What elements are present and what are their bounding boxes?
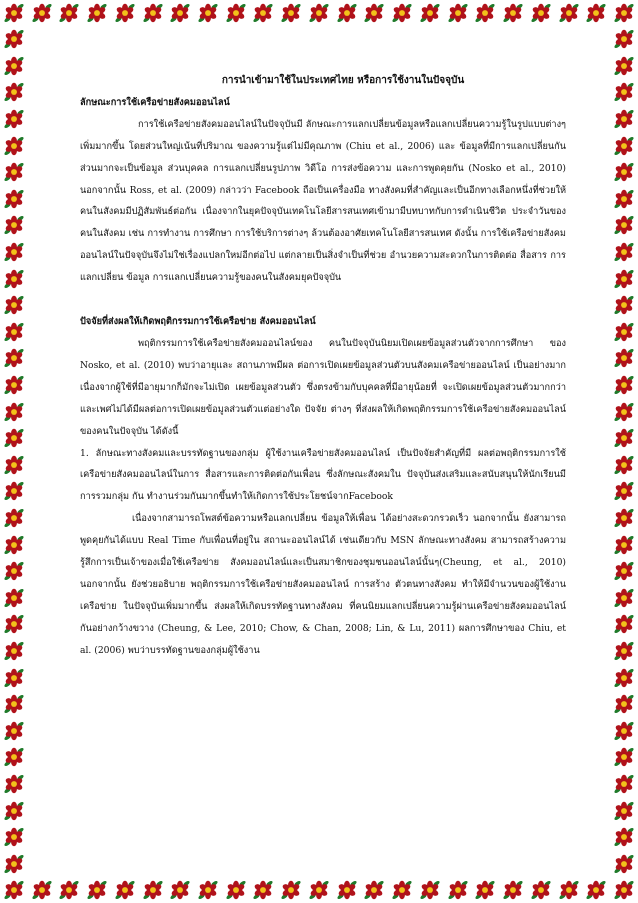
- red-flower-icon: [610, 319, 638, 346]
- red-flower-icon: [388, 0, 416, 26]
- red-flower-icon: [333, 0, 361, 26]
- red-flower-icon: [610, 0, 638, 26]
- red-flower-icon: [610, 186, 638, 213]
- red-flower-icon: [0, 664, 28, 691]
- red-flower-icon: [0, 292, 28, 319]
- red-flower-icon: [194, 0, 222, 26]
- red-flower-icon: [111, 0, 139, 26]
- red-flower-icon: [0, 744, 28, 771]
- red-flower-icon: [0, 584, 28, 611]
- red-flower-icon: [610, 53, 638, 80]
- red-flower-icon: [610, 877, 638, 903]
- red-flower-icon: [0, 771, 28, 798]
- section-heading-usage: ลักษณะการใช้เครือข่ายสังคมออนไลน์: [80, 96, 230, 108]
- red-flower-icon: [610, 345, 638, 372]
- red-flower-icon: [361, 0, 389, 26]
- red-flower-icon: [610, 611, 638, 638]
- red-flower-icon: [610, 26, 638, 53]
- red-flower-icon: [388, 877, 416, 903]
- red-flower-icon: [499, 0, 527, 26]
- red-flower-icon: [499, 877, 527, 903]
- red-flower-icon: [277, 877, 305, 903]
- red-flower-icon: [333, 877, 361, 903]
- red-flower-icon: [55, 0, 83, 26]
- flower-border-right: [610, 26, 638, 877]
- flower-border-bottom: [0, 877, 638, 903]
- red-flower-icon: [0, 638, 28, 665]
- red-flower-icon: [610, 584, 638, 611]
- red-flower-icon: [610, 425, 638, 452]
- red-flower-icon: [139, 0, 167, 26]
- section-heading-factors: ปัจจัยที่ส่งผลให้เกิดพฤติกรรมการใช้เครือข่าย สังคมออนไลน์: [80, 316, 316, 328]
- red-flower-icon: [0, 691, 28, 718]
- red-flower-icon: [305, 0, 333, 26]
- red-flower-icon: [0, 558, 28, 585]
- red-flower-icon: [0, 824, 28, 851]
- red-flower-icon: [610, 558, 638, 585]
- red-flower-icon: [0, 319, 28, 346]
- red-flower-icon: [610, 691, 638, 718]
- red-flower-icon: [83, 0, 111, 26]
- red-flower-icon: [0, 398, 28, 425]
- red-flower-icon: [0, 212, 28, 239]
- red-flower-icon: [610, 664, 638, 691]
- red-flower-icon: [610, 132, 638, 159]
- red-flower-icon: [0, 345, 28, 372]
- red-flower-icon: [471, 0, 499, 26]
- red-flower-icon: [0, 877, 28, 903]
- flower-border-top: [0, 0, 638, 26]
- red-flower-icon: [582, 877, 610, 903]
- red-flower-icon: [0, 531, 28, 558]
- paragraph-factor-1-continued: เนื่องจากสามารถโพสต์ข้อความหรือแลกเปลี่ยน ข้อมูลให้เพื่อน ได้อย่างสะดวกรวดเร็ว นอกจากนั้น ยังสามารถพูดคุยกันได้แบบ Real Time กับเพื่อนที่อยู่ใน สถานะออนไลน์ได้ เช่นเดียวกับ MSN ลักษณะทางสังคม สามารถสร้างความรู้สึกการเป็นเจ้าของเมื่อใช้เครือข่าย สังคมออนไลน์และเป็นสมาชิกของชุมชนออนไลน์นั้นๆ(Cheung, et al., 2010) นอกจากนั้น ยังช่วยอธิบาย พฤติกรรมการใช้เครือข่ายสังคมออนไลน์ การสร้าง ตัวตนทางสังคม ทำให้มีจำนวนของผู้ใช้งานเครือข่าย ในปัจจุบันเพิ่มมากขึ้น ส่งผลให้เกิดบรรทัดฐานทางสังคม ที่คนนิยมแลกเปลี่ยนความรู้ผ่านเครือข่ายสังคมออนไลน์ กันอย่างกว้างขวาง (Cheung, & Lee, 2010; Chow, & Chan, 2008; Lin, & Lu, 2011) ผลการศึกษาของ Chiu, et al. (2006) พบว่าบรรทัดฐานของกลุ่มผู้ใช้งาน: [80, 513, 566, 656]
- red-flower-icon: [610, 265, 638, 292]
- red-flower-icon: [166, 0, 194, 26]
- red-flower-icon: [305, 877, 333, 903]
- red-flower-icon: [416, 0, 444, 26]
- red-flower-icon: [416, 877, 444, 903]
- red-flower-icon: [0, 265, 28, 292]
- red-flower-icon: [610, 372, 638, 399]
- red-flower-icon: [0, 611, 28, 638]
- red-flower-icon: [610, 398, 638, 425]
- red-flower-icon: [610, 638, 638, 665]
- red-flower-icon: [0, 159, 28, 186]
- red-flower-icon: [361, 877, 389, 903]
- red-flower-icon: [610, 79, 638, 106]
- red-flower-icon: [610, 159, 638, 186]
- red-flower-icon: [222, 0, 250, 26]
- red-flower-icon: [0, 26, 28, 53]
- red-flower-icon: [610, 452, 638, 479]
- red-flower-icon: [0, 372, 28, 399]
- paragraph-gap: [80, 289, 566, 311]
- red-flower-icon: [527, 877, 555, 903]
- paragraph-factors-intro: พฤติกรรมการใช้เครือข่ายสังคมออนไลน์ของ คนในปัจจุบันนิยมเปิดเผยข้อมูลส่วนตัวจากการศึกษา ของ Nosko, et al. (2010) พบว่าอายุและ สถานภาพมีผล ต่อการเปิดเผยข้อมูลส่วนตัวบนสังคมเครือข่ายออนไลน์ เป็นอย่างมาก เนื่องจากผู้ใช้ที่มีอายุมากก็มักจะไม่เปิด เผยข้อมูลส่วนตัว ซึ่งตรงข้ามกับบุคคลที่มีอายุน้อยที่ จะเปิดเผยข้อมูลส่วนตัวมากกว่า และเพศไม่ได้มีผลต่อการเปิดเผยข้อมูลส่วนตัวแต่อย่างใด ปัจจัย ต่างๆ ที่ส่งผลให้เกิดพฤติกรรมการใช้เครือข่ายสังคมออนไลน์ของคนในปัจจุบัน ได้ดังนี้: [80, 337, 566, 437]
- red-flower-icon: [610, 505, 638, 532]
- red-flower-icon: [0, 0, 28, 26]
- red-flower-icon: [610, 212, 638, 239]
- red-flower-icon: [83, 877, 111, 903]
- red-flower-icon: [610, 531, 638, 558]
- red-flower-icon: [610, 771, 638, 798]
- red-flower-icon: [527, 0, 555, 26]
- red-flower-icon: [0, 186, 28, 213]
- document-title: การนำเข้ามาใช้ในประเทศไทย หรือการใช้งานในปัจจุบัน: [221, 75, 465, 86]
- paragraph-usage: การใช้เครือข่ายสังคมออนไลน์ในปัจจุบันมี ลักษณะการแลกเปลี่ยนข้อมูลหรือแลกเปลี่ยนความรู้ในรูปแบบต่างๆ เพิ่มมากขึ้น โดยส่วนใหญ่เน้นที่ปริมาณ ของความรู้แต่ไม่มีคุณภาพ (Chiu et al., 2006) และ ข้อมูลที่มีการแลกเปลี่ยนกันส่วนมากจะเป็นข้อมูล ส่วนบุคคล การแลกเปลี่ยนรูปภาพ วิดีโอ การส่งข้อความ และการพูดคุยกัน (Nosko et al., 2010) นอกจากนั้น Ross, et al. (2009) กล่าวว่า Facebook ถือเป็นเครื่องมือ ทางสังคมที่สำคัญและเป็นอีกทางเลือกหนึ่งที่ช่วยให้คนในสังคมมีปฏิสัมพันธ์ต่อกัน เนื่องจากในยุคปัจจุบันเทคโนโลยีสารสนเทศเข้ามามีบทบาทกับการดำเนินชีวิต ประจำวันของคนในสังคม เช่น การทำงาน การศึกษา การใช้บริการต่างๆ ล้วนต้องอาศัยเทคโนโลยีสารสนเทศ ดังนั้น การใช้เครือข่ายสังคมออนไลน์ในปัจจุบันจึงไม่ใช่เรื่องแปลกใหม่อีกต่อไป แต่กลายเป็นสิ่งจำเป็นที่ช่วย อำนวยความสะดวกในการติดต่อ สื่อสาร การแลกเปลี่ยน ข้อมูล การแลกเปลี่ยนความรู้ของคนในสังคมยุคปัจจุบัน: [80, 118, 566, 284]
- red-flower-icon: [471, 877, 499, 903]
- red-flower-icon: [166, 877, 194, 903]
- red-flower-icon: [0, 106, 28, 133]
- red-flower-icon: [0, 53, 28, 80]
- red-flower-icon: [55, 877, 83, 903]
- red-flower-icon: [194, 877, 222, 903]
- red-flower-icon: [0, 425, 28, 452]
- red-flower-icon: [0, 79, 28, 106]
- red-flower-icon: [610, 239, 638, 266]
- red-flower-icon: [0, 505, 28, 532]
- red-flower-icon: [250, 877, 278, 903]
- red-flower-icon: [582, 0, 610, 26]
- red-flower-icon: [0, 850, 28, 877]
- red-flower-icon: [277, 0, 305, 26]
- red-flower-icon: [139, 877, 167, 903]
- red-flower-icon: [0, 478, 28, 505]
- red-flower-icon: [610, 478, 638, 505]
- red-flower-icon: [610, 744, 638, 771]
- red-flower-icon: [0, 452, 28, 479]
- red-flower-icon: [610, 850, 638, 877]
- red-flower-icon: [610, 797, 638, 824]
- document-body: [80, 70, 566, 850]
- red-flower-icon: [444, 877, 472, 903]
- paragraph-factor-1: 1. ลักษณะทางสังคมและบรรทัดฐานของกลุ่ม ผู้ใช้งานเครือข่ายสังคมออนไลน์ เป็นปัจจัยสำคัญที่มี ผลต่อพฤติกรรมการใช้เครือข่ายสังคมออนไลน์ในการ สื่อสารและการติดต่อกันเพื่อน ซึ่งลักษณะสังคมใน ปัจจุบันส่งเสริมและสนับสนุนให้นักเรียนมีการรวมกลุ่ม กัน ทำงานร่วมกันมากขึ้นทำให้เกิดการใช้ประโยชน์จากFacebook: [80, 447, 566, 503]
- red-flower-icon: [250, 0, 278, 26]
- red-flower-icon: [610, 824, 638, 851]
- red-flower-icon: [0, 239, 28, 266]
- red-flower-icon: [610, 717, 638, 744]
- red-flower-icon: [555, 0, 583, 26]
- red-flower-icon: [444, 0, 472, 26]
- red-flower-icon: [555, 877, 583, 903]
- red-flower-icon: [610, 106, 638, 133]
- red-flower-icon: [28, 877, 56, 903]
- red-flower-icon: [0, 797, 28, 824]
- flower-border-left: [0, 26, 28, 877]
- red-flower-icon: [0, 132, 28, 159]
- red-flower-icon: [28, 0, 56, 26]
- red-flower-icon: [610, 292, 638, 319]
- red-flower-icon: [0, 717, 28, 744]
- red-flower-icon: [222, 877, 250, 903]
- red-flower-icon: [111, 877, 139, 903]
